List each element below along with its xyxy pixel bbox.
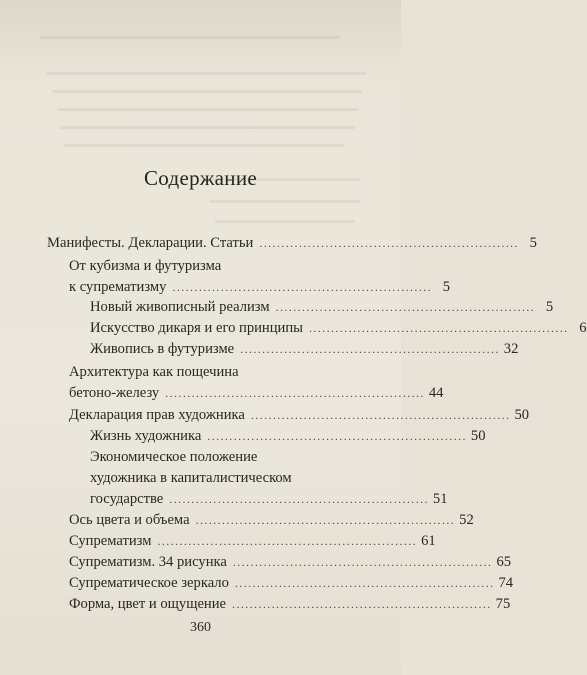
toc-dot-leader: ........................................................... xyxy=(240,342,500,356)
toc-entry xyxy=(69,532,436,550)
page-number: 360 xyxy=(190,620,211,635)
toc-entry-title-line: Экономическое положение xyxy=(90,449,258,465)
toc-entry-title: Супрематическое зеркало xyxy=(69,575,229,591)
toc-dot-leader: ........................................................... xyxy=(250,408,511,422)
toc-page-number: 44 xyxy=(428,385,444,401)
toc-dot-leader: ........................................................... xyxy=(259,236,519,250)
toc-page-number: 50 xyxy=(514,407,530,423)
toc-entry xyxy=(90,298,554,316)
toc-entry xyxy=(90,427,486,445)
toc-entry-title-line: От кубизма и футуризма xyxy=(69,258,222,274)
toc-entry-title: Форма, цвет и ощущение xyxy=(69,596,227,612)
toc-dot-leader: ........................................................... xyxy=(232,597,492,611)
toc-entry-title: бетоно-железу xyxy=(69,385,160,401)
toc-entry-title: к супрематизму xyxy=(69,279,167,295)
toc-entry xyxy=(90,490,448,508)
toc-page-number: 52 xyxy=(459,512,474,528)
toc-entry xyxy=(69,406,530,424)
toc-entry-title: Искусство дикаря и его принципы xyxy=(90,320,303,336)
toc-entry-title: Ось цвета и объема xyxy=(69,512,190,528)
toc-entry-title: Супрематизм xyxy=(69,533,152,549)
toc-entry-title: Декларация прав художника xyxy=(69,407,245,423)
toc-dot-leader: ........................................................... xyxy=(207,429,467,443)
toc-page-number: 75 xyxy=(495,596,511,612)
toc-page-number: 5 xyxy=(545,299,554,315)
toc-dot-leader: ........................................................... xyxy=(165,386,425,400)
toc-entry-title-line: художника в капиталистическом xyxy=(90,470,292,486)
toc-page-number: 61 xyxy=(421,533,436,549)
toc-dot-leader: ........................................................... xyxy=(308,321,569,335)
toc-page-number: 6 xyxy=(579,320,587,336)
toc-entry-title: Супрематизм. 34 рисунка xyxy=(69,554,227,570)
toc-entry xyxy=(69,278,451,296)
toc-page-number: 65 xyxy=(496,554,512,570)
toc-entry-title: Манифесты. Декларации. Статьи xyxy=(47,235,254,251)
toc-entry-title: государстве xyxy=(90,491,164,507)
toc-page-number: 5 xyxy=(442,279,451,295)
toc-dot-leader: ........................................................... xyxy=(157,534,418,548)
toc-page-number: 50 xyxy=(470,428,486,444)
toc-entry-title: Жизнь художника xyxy=(90,428,202,444)
toc-dot-leader: ........................................................... xyxy=(234,576,495,590)
toc-entry xyxy=(90,340,519,358)
toc-page-number: 51 xyxy=(432,491,448,507)
toc-entry xyxy=(69,595,511,613)
toc-dot-leader: ........................................................... xyxy=(172,280,433,294)
toc-dot-leader: ........................................................... xyxy=(169,492,429,506)
toc-dot-leader: ........................................................... xyxy=(275,300,536,314)
toc-entry-title: Живопись в футуризме xyxy=(90,341,235,357)
toc-page-number: 32 xyxy=(503,341,519,357)
toc-entry xyxy=(69,574,514,592)
contents-title: Содержание xyxy=(143,166,258,190)
toc-entry xyxy=(69,384,444,402)
toc-dot-leader: ........................................................... xyxy=(195,513,456,527)
toc-entry xyxy=(47,234,537,252)
toc-entry xyxy=(69,553,512,571)
toc-page-number: 5 xyxy=(529,235,537,251)
toc-entry xyxy=(90,319,587,337)
toc-dot-leader: ........................................................... xyxy=(232,555,493,569)
toc-entry xyxy=(69,511,474,529)
toc-page-number: 74 xyxy=(498,575,514,591)
toc-entry-title: Новый живописный реализм xyxy=(90,299,270,315)
toc-entry-title-line: Архитектура как пощечина xyxy=(69,364,239,380)
